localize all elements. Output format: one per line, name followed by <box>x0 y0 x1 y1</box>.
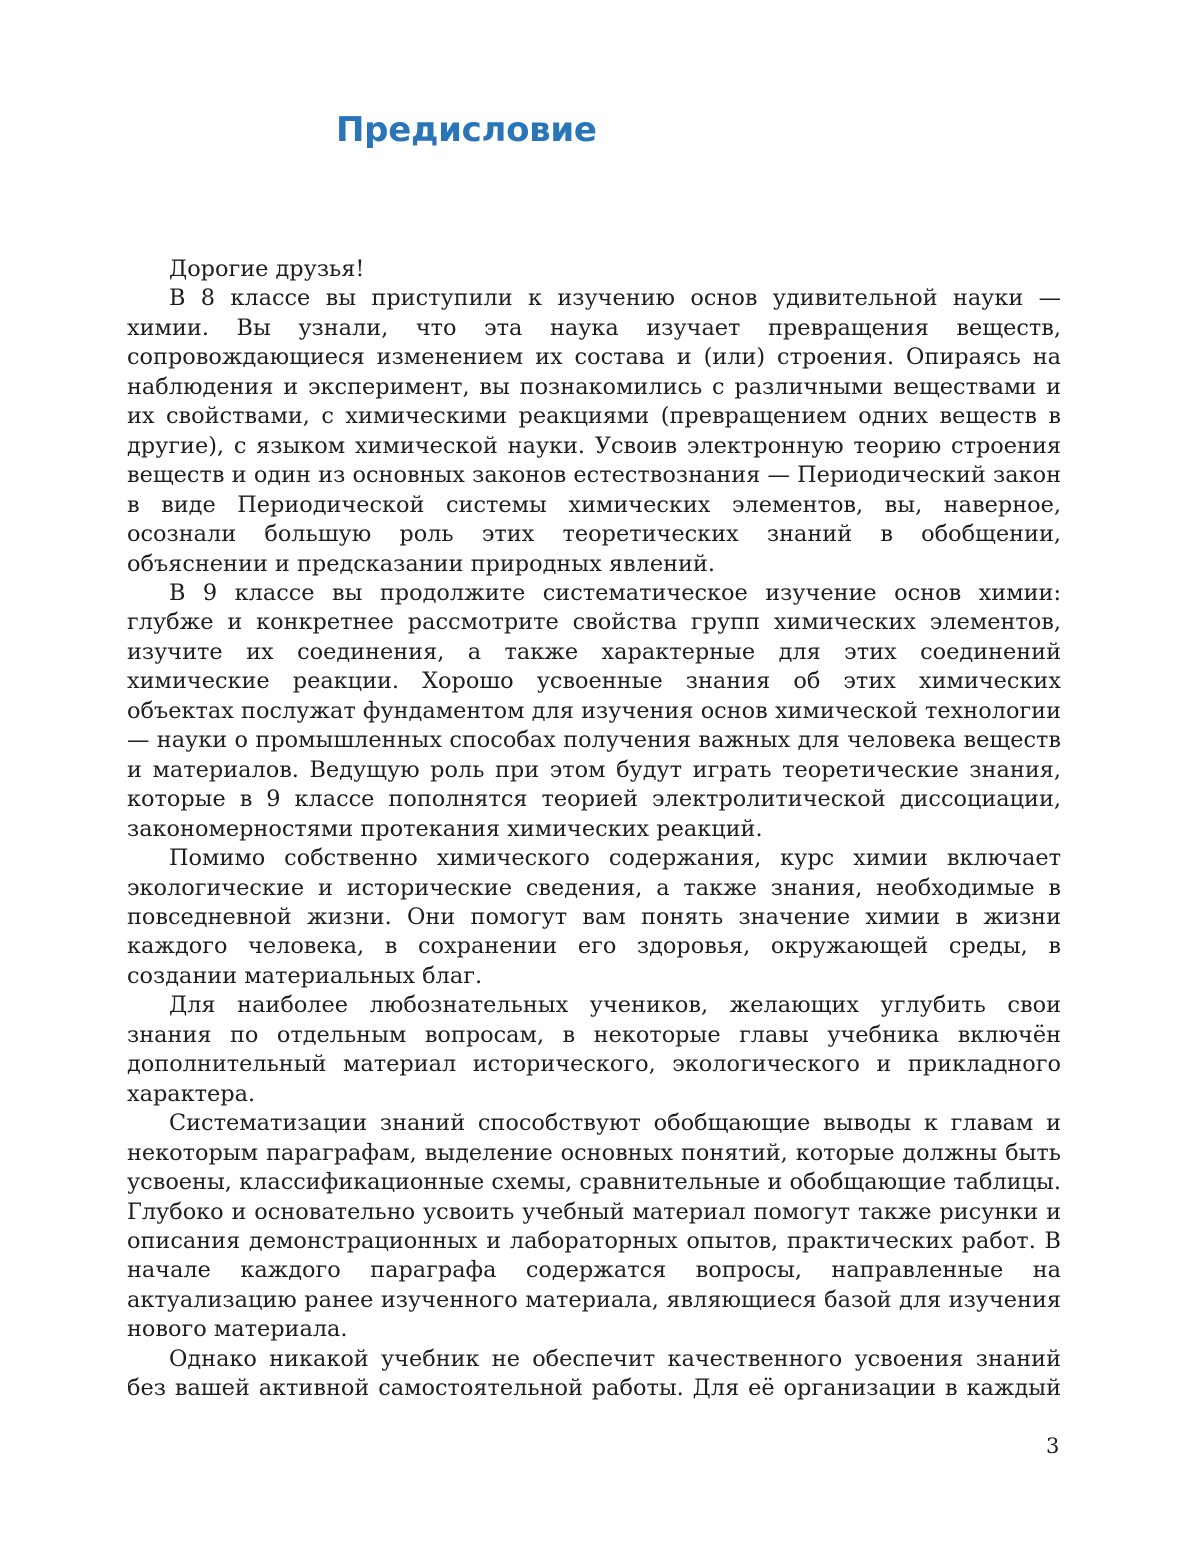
paragraph-grade-8: В 8 классе вы приступили к изучению основ удивительной науки — химии. Вы узнали, что эта наука изучает превращения веществ, сопровождающиеся изменением их состава и (или) строения. Опираясь на наблюдения и эксперимент, вы познакомились с различными веществами и их свойствами, с химическими реакциями (превращением одних веществ в другие), с языком химической науки. Усвоив электронную теорию строения веществ и один из основных законов естествознания — Периодический закон в виде Периодической системы химических элементов, вы, наверное, осознали большую роль этих теоретических знаний в обобщении, объяснении и предсказании природных явлений. <box>127 285 1061 577</box>
page-title: Предисловие <box>336 110 597 150</box>
page-number: 3 <box>1046 1434 1060 1458</box>
paragraph-independent-work: Однако никакой учебник не обеспечит качественного усвоения знаний без вашей активной самостоятельной работы. Для её организации в каждый <box>127 1345 1061 1402</box>
body-text <box>127 255 1061 1404</box>
paragraph-course-content: Помимо собственно химического содержания, курс химии включает экологические и исторические сведения, а также знания, необходимые в повседневной жизни. Они помогут вам понять значение химии в жизни каждого человека, в сохранении его здоровья, окружающей среды, в создании материальных благ. <box>127 845 1061 989</box>
paragraph-grade-9: В 9 классе вы продолжите систематическое изучение основ химии: глубже и конкретнее рассмотрите свойства групп химических элементов, изучите их соединения, а также характерные для этих соединений химические реакции. Хорошо усвоенные знания об этих химических объектах послужат фундаментом для изучения основ химической технологии — науки о промышленных способах получения важных для человека веществ и материалов. Ведущую роль при этом будут играть теоретические знания, которые в 9 классе пополнятся теорией электролитической диссоциации, закономерностями протекания химических реакций. <box>127 579 1061 842</box>
paragraph-additional-material: Для наиболее любознательных учеников, желающих углубить свои знания по отдельным вопросам, в некоторые главы учебника включён дополнительный материал исторического, экологического и прикладного характера. <box>127 992 1061 1107</box>
paragraph-systematization: Систематизации знаний способствуют обобщающие выводы к главам и некоторым параграфам, выделение основных понятий, которые должны быть усвоены, классификационные схемы, сравнительные и обобщающие таблицы. Глубоко и основательно усвоить учебный материал помогут также рисунки и описания демонстрационных и лабораторных опытов, практических работ. В начале каждого параграфа содержатся вопросы, направленные на актуализацию ранее изученного материала, являющиеся базой для изучения нового материала. <box>127 1110 1061 1343</box>
paragraph-greeting: Дорогие друзья! <box>169 256 365 282</box>
